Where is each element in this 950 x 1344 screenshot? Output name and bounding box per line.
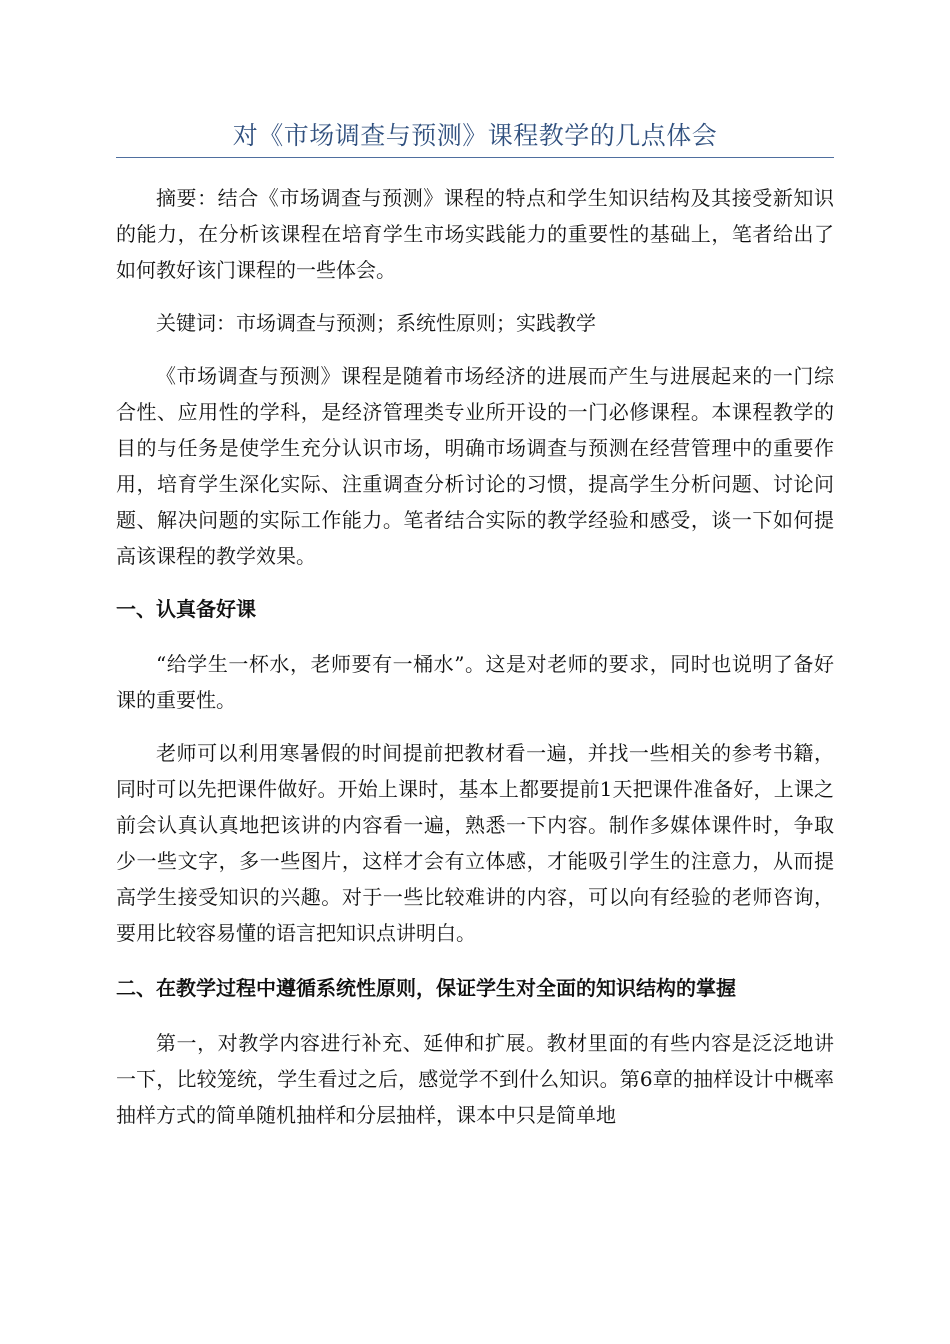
- title-underline: [116, 157, 834, 158]
- section-heading-2: 二、在教学过程中遵循系统性原则，保证学生对全面的知识结构的掌握: [116, 976, 736, 1000]
- document-title: 对《市场调查与预测》课程教学的几点体会: [232, 121, 718, 150]
- abstract-paragraph: 摘要：结合《市场调查与预测》课程的特点和学生知识结构及其接受新知识的能力，在分析该课程在培育学生市场实践能力的重要性的基础上，笔者给出了如何教好该门课程的一些体会。: [116, 186, 834, 282]
- keywords-paragraph: 关键词：市场调查与预测；系统性原则；实践教学: [156, 311, 596, 335]
- section-1-paragraph-2: 老师可以利用寒暑假的时间提前把教材看一遍，并找一些相关的参考书籍，同时可以先把课件做好。开始上课时，基本上都要提前1天把课件准备好，上课之前会认真认真地把该讲的内容看一遍，熟悉一下内容。制作多媒体课件时，争取少一些文字，多一些图片，这样才会有立体感，才能吸引学生的注意力，从而提高学生接受知识的兴趣。对于一些比较难讲的内容，可以向有经验的老师咨询，要用比较容易懂的语言把知识点讲明白。: [116, 741, 834, 945]
- intro-paragraph: 《市场调查与预测》课程是随着市场经济的进展而产生与进展起来的一门综合性、应用性的学科，是经济管理类专业所开设的一门必修课程。本课程教学的目的与任务是使学生充分认识市场，明确市场调查与预测在经营管理中的重要作用，培育学生深化实际、注重调查分析讨论的习惯，提高学生分析问题、讨论问题、解决问题的实际工作能力。笔者结合实际的教学经验和感受，谈一下如何提高该课程的教学效果。: [116, 364, 834, 568]
- section-heading-1: 一、认真备好课: [116, 597, 256, 621]
- document-page: [116, 0, 834, 1133]
- section-2-paragraph-1: 第一，对教学内容进行补充、延伸和扩展。教材里面的有些内容是泛泛地讲一下，比较笼统，学生看过之后，感觉学不到什么知识。第6章的抽样设计中概率抽样方式的简单随机抽样和分层抽样，课本中只是简单地: [116, 1031, 834, 1127]
- section-1-paragraph-1: “给学生一杯水，老师要有一桶水”。这是对老师的要求，同时也说明了备好课的重要性。: [116, 652, 834, 712]
